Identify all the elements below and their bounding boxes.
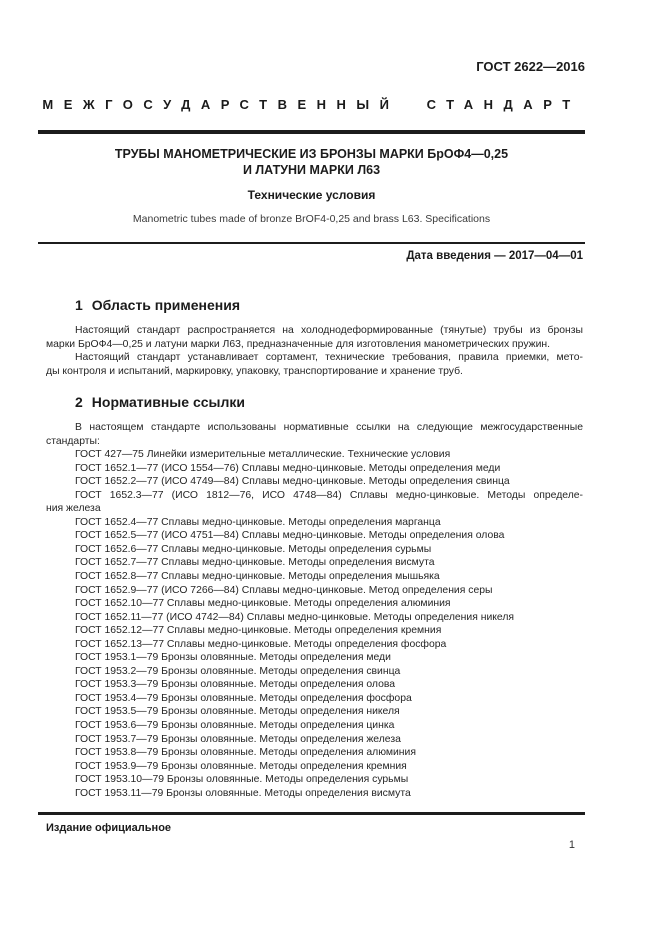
text-line: ния железа bbox=[46, 503, 101, 515]
text-line: ГОСТ 1652.2—77 (ИСО 4749—84) Сплавы медно-цинковые. Методы определения свинца bbox=[75, 476, 510, 488]
section-body bbox=[46, 324, 583, 378]
section-body bbox=[46, 421, 583, 800]
text-line: В настоящем стандарте использованы нормативные ссылки на следующие межгосударственные bbox=[75, 422, 583, 433]
text-line: ГОСТ 1652.4—77 Сплавы медно-цинковые. Методы определения марганца bbox=[75, 516, 441, 528]
text-line: ГОСТ 1953.7—79 Бронзы оловянные. Методы определения железа bbox=[75, 733, 401, 745]
effective-date: Дата введения — 2017—04—01 bbox=[406, 250, 583, 262]
text-line: ГОСТ 1953.8—79 Бронзы оловянные. Методы определения алюминия bbox=[75, 747, 416, 759]
section-title: Область применения bbox=[91, 297, 241, 313]
section-number: 2 bbox=[75, 394, 83, 410]
text-line: ГОСТ 1652.6—77 Сплавы медно-цинковые. Методы определения сурьмы bbox=[75, 543, 432, 555]
document-subtitle-en: Manometric tubes made of bronze BrOF4-0,25 and brass L63. Specifications bbox=[132, 213, 491, 225]
text-line: ГОСТ 1953.11—79 Бронзы оловянные. Методы определения висмута bbox=[75, 787, 411, 799]
section-heading bbox=[46, 394, 583, 410]
text-line: ГОСТ 1953.1—79 Бронзы оловянные. Методы определения меди bbox=[75, 652, 391, 664]
text-line: ГОСТ 1953.6—79 Бронзы оловянные. Методы определения цинка bbox=[75, 720, 395, 732]
section-heading bbox=[46, 297, 583, 313]
document-title-line2: И ЛАТУНИ МАРКИ Л63 bbox=[242, 163, 381, 177]
date-rule bbox=[38, 242, 585, 244]
section-title: Нормативные ссылки bbox=[91, 394, 245, 410]
footer-rule bbox=[38, 812, 585, 815]
text-line: ГОСТ 1953.4—79 Бронзы оловянные. Методы определения фосфора bbox=[75, 692, 412, 704]
page-number: 1 bbox=[568, 839, 575, 851]
text-line: ГОСТ 1652.1—77 (ИСО 1554—76) Сплавы медно-цинковые. Методы определения меди bbox=[75, 462, 501, 474]
text-line: ГОСТ 1652.3—77 (ИСО 1812—76, ИСО 4748—84) Сплавы медно-цинковые. Методы определе- bbox=[75, 489, 583, 501]
text-line: ГОСТ 1652.11—77 (ИСО 4742—84) Сплавы медно-цинковые. Методы определения никеля bbox=[75, 611, 515, 623]
text-line: Настоящий стандарт устанавливает сортамент, технические требования, правила приемки, мето- bbox=[75, 352, 583, 364]
standard-type-label: МЕЖГОСУДАРСТВЕННЫЙ СТАНДАРТ bbox=[42, 97, 581, 112]
text-line: ГОСТ 1652.13—77 Сплавы медно-цинковые. Методы определения фосфора bbox=[75, 638, 447, 650]
text-line: ГОСТ 1953.3—79 Бронзы оловянные. Методы определения олова bbox=[75, 679, 396, 691]
text-line: ГОСТ 427—75 Линейки измерительные металлические. Технические условия bbox=[75, 449, 451, 461]
text-line: ГОСТ 1652.5—77 (ИСО 4751—84) Сплавы медно-цинковые. Методы определения олова bbox=[75, 530, 505, 542]
header-rule bbox=[38, 130, 585, 134]
text-line: ГОСТ 1652.12—77 Сплавы медно-цинковые. Методы определения кремния bbox=[75, 625, 442, 637]
text-line: ГОСТ 1652.9—77 (ИСО 7266—84) Сплавы медно-цинковые. Метод определения серы bbox=[75, 584, 493, 596]
text-line: марки БрОФ4—0,25 и латуни марки Л63, предназначенные для изготовления манометрических пружин. bbox=[46, 338, 551, 350]
section-number: 1 bbox=[75, 297, 83, 313]
document-subtitle-ru: Технические условия bbox=[247, 188, 376, 202]
doc-number: ГОСТ 2622—2016 bbox=[476, 59, 585, 74]
document-title bbox=[38, 146, 585, 178]
text-line: ГОСТ 1953.9—79 Бронзы оловянные. Методы определения кремния bbox=[75, 760, 407, 772]
text-line: ГОСТ 1652.10—77 Сплавы медно-цинковые. Методы определения алюминия bbox=[75, 598, 451, 610]
section-scope bbox=[46, 297, 583, 378]
section-normative-references bbox=[46, 394, 583, 800]
text-line: Настоящий стандарт распространяется на холоднодеформированные (тянутые) трубы из бронзы bbox=[75, 325, 583, 336]
text-line: ды контроля и испытаний, маркировку, упаковку, транспортирование и хранение труб. bbox=[46, 365, 463, 377]
text-line: ГОСТ 1652.8—77 Сплавы медно-цинковые. Методы определения мышьяка bbox=[75, 571, 440, 583]
edition-note: Издание официальное bbox=[46, 822, 172, 834]
document-title-line1: ТРУБЫ МАНОМЕТРИЧЕСКИЕ ИЗ БРОНЗЫ МАРКИ БрОФ4—0,25 bbox=[114, 147, 509, 161]
text-line: ГОСТ 1953.5—79 Бронзы оловянные. Методы определения никеля bbox=[75, 706, 400, 718]
text-line: ГОСТ 1953.2—79 Бронзы оловянные. Методы определения свинца bbox=[75, 665, 401, 677]
text-line: стандарты: bbox=[46, 435, 100, 447]
text-line: ГОСТ 1652.7—77 Сплавы медно-цинковые. Методы определения висмута bbox=[75, 557, 435, 569]
text-line: ГОСТ 1953.10—79 Бронзы оловянные. Методы определения сурьмы bbox=[75, 774, 409, 786]
